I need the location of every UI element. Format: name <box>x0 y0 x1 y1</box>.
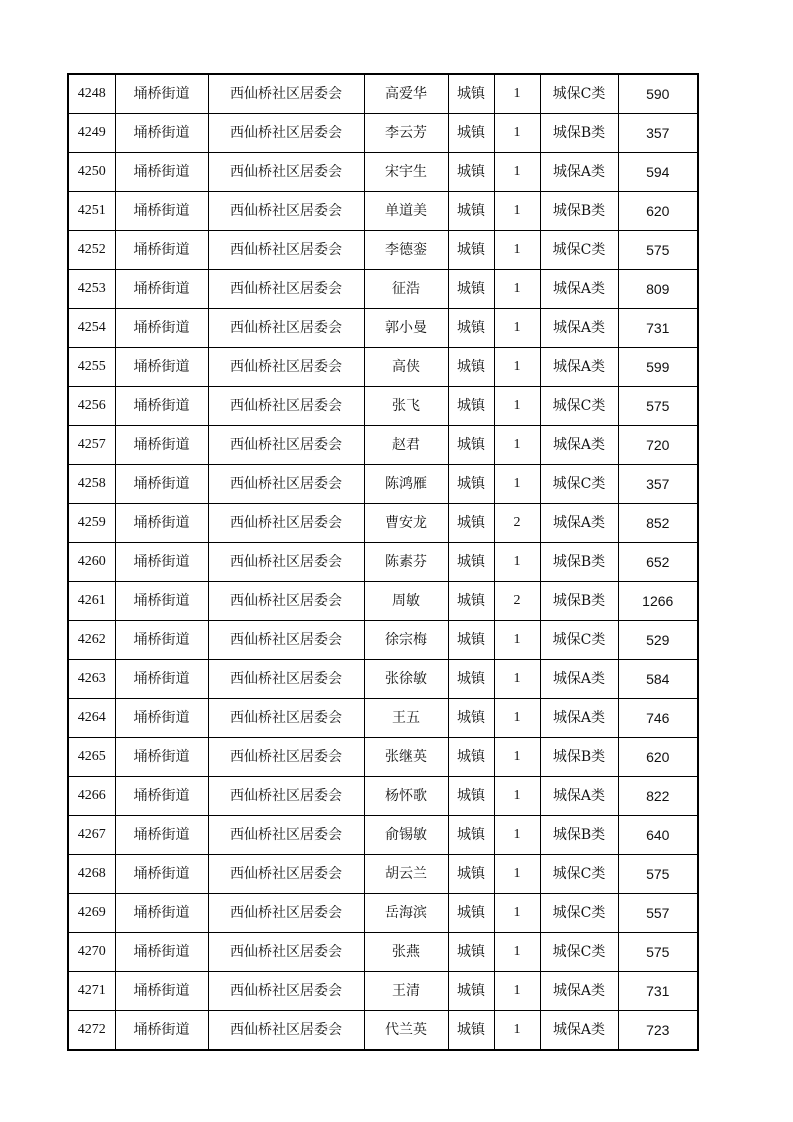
subdistrict-cell: 埇桥街道 <box>115 114 208 153</box>
household-size-cell: 1 <box>494 387 540 426</box>
area-type-cell: 城镇 <box>448 1011 494 1051</box>
insurance-category-cell: 城保C类 <box>540 894 618 933</box>
subdistrict-cell: 埇桥街道 <box>115 543 208 582</box>
amount-cell: 590 <box>618 74 698 114</box>
community-cell: 西仙桥社区居委会 <box>208 777 364 816</box>
community-cell: 西仙桥社区居委会 <box>208 543 364 582</box>
serial-number-cell: 4251 <box>68 192 115 231</box>
area-type-cell: 城镇 <box>448 504 494 543</box>
serial-number-cell: 4264 <box>68 699 115 738</box>
subdistrict-cell: 埇桥街道 <box>115 465 208 504</box>
table-row <box>68 309 698 348</box>
table-row <box>68 543 698 582</box>
household-size-cell: 1 <box>494 74 540 114</box>
subdistrict-cell: 埇桥街道 <box>115 621 208 660</box>
name-cell: 张燕 <box>364 933 448 972</box>
area-type-cell: 城镇 <box>448 465 494 504</box>
table-row <box>68 660 698 699</box>
amount-cell: 746 <box>618 699 698 738</box>
amount-cell: 357 <box>618 465 698 504</box>
name-cell: 徐宗梅 <box>364 621 448 660</box>
community-cell: 西仙桥社区居委会 <box>208 270 364 309</box>
amount-cell: 584 <box>618 660 698 699</box>
subdistrict-cell: 埇桥街道 <box>115 192 208 231</box>
name-cell: 代兰英 <box>364 1011 448 1051</box>
community-cell: 西仙桥社区居委会 <box>208 309 364 348</box>
subdistrict-cell: 埇桥街道 <box>115 582 208 621</box>
serial-number-cell: 4267 <box>68 816 115 855</box>
insurance-category-cell: 城保A类 <box>540 426 618 465</box>
name-cell: 赵君 <box>364 426 448 465</box>
serial-number-cell: 4259 <box>68 504 115 543</box>
subdistrict-cell: 埇桥街道 <box>115 270 208 309</box>
name-cell: 张继英 <box>364 738 448 777</box>
name-cell: 李德銮 <box>364 231 448 270</box>
amount-cell: 575 <box>618 855 698 894</box>
insurance-category-cell: 城保A类 <box>540 348 618 387</box>
community-cell: 西仙桥社区居委会 <box>208 387 364 426</box>
subdistrict-cell: 埇桥街道 <box>115 738 208 777</box>
community-cell: 西仙桥社区居委会 <box>208 74 364 114</box>
community-cell: 西仙桥社区居委会 <box>208 699 364 738</box>
insurance-category-cell: 城保C类 <box>540 621 618 660</box>
area-type-cell: 城镇 <box>448 114 494 153</box>
serial-number-cell: 4266 <box>68 777 115 816</box>
area-type-cell: 城镇 <box>448 231 494 270</box>
amount-cell: 620 <box>618 738 698 777</box>
insurance-category-cell: 城保A类 <box>540 972 618 1011</box>
table-row <box>68 699 698 738</box>
name-cell: 俞锡敏 <box>364 816 448 855</box>
amount-cell: 852 <box>618 504 698 543</box>
table-row <box>68 192 698 231</box>
amount-cell: 731 <box>618 309 698 348</box>
serial-number-cell: 4257 <box>68 426 115 465</box>
area-type-cell: 城镇 <box>448 894 494 933</box>
area-type-cell: 城镇 <box>448 387 494 426</box>
serial-number-cell: 4270 <box>68 933 115 972</box>
insurance-category-cell: 城保B类 <box>540 582 618 621</box>
community-cell: 西仙桥社区居委会 <box>208 738 364 777</box>
insurance-category-cell: 城保B类 <box>540 192 618 231</box>
table-row <box>68 777 698 816</box>
community-cell: 西仙桥社区居委会 <box>208 855 364 894</box>
table-row <box>68 621 698 660</box>
insurance-category-cell: 城保A类 <box>540 309 618 348</box>
household-size-cell: 1 <box>494 621 540 660</box>
household-size-cell: 1 <box>494 777 540 816</box>
table-row <box>68 387 698 426</box>
community-cell: 西仙桥社区居委会 <box>208 816 364 855</box>
name-cell: 陈鸿雁 <box>364 465 448 504</box>
community-cell: 西仙桥社区居委会 <box>208 933 364 972</box>
serial-number-cell: 4254 <box>68 309 115 348</box>
subdistrict-cell: 埇桥街道 <box>115 348 208 387</box>
serial-number-cell: 4253 <box>68 270 115 309</box>
subdistrict-cell: 埇桥街道 <box>115 74 208 114</box>
household-size-cell: 1 <box>494 270 540 309</box>
household-size-cell: 1 <box>494 465 540 504</box>
table-row <box>68 582 698 621</box>
community-cell: 西仙桥社区居委会 <box>208 621 364 660</box>
subdistrict-cell: 埇桥街道 <box>115 777 208 816</box>
amount-cell: 731 <box>618 972 698 1011</box>
insurance-category-cell: 城保B类 <box>540 816 618 855</box>
household-size-cell: 1 <box>494 543 540 582</box>
insurance-category-cell: 城保B类 <box>540 114 618 153</box>
subdistrict-cell: 埇桥街道 <box>115 153 208 192</box>
household-size-cell: 1 <box>494 426 540 465</box>
subdistrict-cell: 埇桥街道 <box>115 504 208 543</box>
area-type-cell: 城镇 <box>448 777 494 816</box>
insurance-category-cell: 城保C类 <box>540 855 618 894</box>
area-type-cell: 城镇 <box>448 153 494 192</box>
household-size-cell: 1 <box>494 816 540 855</box>
community-cell: 西仙桥社区居委会 <box>208 426 364 465</box>
table-row <box>68 270 698 309</box>
insurance-category-cell: 城保A类 <box>540 699 618 738</box>
area-type-cell: 城镇 <box>448 972 494 1011</box>
name-cell: 张飞 <box>364 387 448 426</box>
serial-number-cell: 4260 <box>68 543 115 582</box>
subdistrict-cell: 埇桥街道 <box>115 309 208 348</box>
insurance-category-cell: 城保A类 <box>540 660 618 699</box>
insurance-category-cell: 城保A类 <box>540 1011 618 1051</box>
table-row <box>68 855 698 894</box>
table-row <box>68 972 698 1011</box>
household-size-cell: 2 <box>494 504 540 543</box>
amount-cell: 575 <box>618 933 698 972</box>
household-size-cell: 2 <box>494 582 540 621</box>
household-size-cell: 1 <box>494 192 540 231</box>
name-cell: 李云芳 <box>364 114 448 153</box>
serial-number-cell: 4255 <box>68 348 115 387</box>
insurance-category-cell: 城保B类 <box>540 543 618 582</box>
area-type-cell: 城镇 <box>448 855 494 894</box>
household-size-cell: 1 <box>494 855 540 894</box>
community-cell: 西仙桥社区居委会 <box>208 1011 364 1051</box>
name-cell: 周敏 <box>364 582 448 621</box>
serial-number-cell: 4261 <box>68 582 115 621</box>
table-row <box>68 816 698 855</box>
community-cell: 西仙桥社区居委会 <box>208 192 364 231</box>
subdistrict-cell: 埇桥街道 <box>115 816 208 855</box>
table-row <box>68 738 698 777</box>
serial-number-cell: 4263 <box>68 660 115 699</box>
amount-cell: 575 <box>618 231 698 270</box>
area-type-cell: 城镇 <box>448 660 494 699</box>
amount-cell: 357 <box>618 114 698 153</box>
insurance-category-cell: 城保A类 <box>540 504 618 543</box>
community-cell: 西仙桥社区居委会 <box>208 348 364 387</box>
area-type-cell: 城镇 <box>448 933 494 972</box>
community-cell: 西仙桥社区居委会 <box>208 114 364 153</box>
amount-cell: 640 <box>618 816 698 855</box>
name-cell: 单道美 <box>364 192 448 231</box>
serial-number-cell: 4269 <box>68 894 115 933</box>
household-size-cell: 1 <box>494 894 540 933</box>
community-cell: 西仙桥社区居委会 <box>208 660 364 699</box>
insurance-category-cell: 城保C类 <box>540 933 618 972</box>
table-row <box>68 504 698 543</box>
name-cell: 王清 <box>364 972 448 1011</box>
table-row <box>68 465 698 504</box>
table-row <box>68 1011 698 1051</box>
community-cell: 西仙桥社区居委会 <box>208 972 364 1011</box>
insurance-category-cell: 城保C类 <box>540 387 618 426</box>
insurance-category-cell: 城保A类 <box>540 777 618 816</box>
subdistrict-cell: 埇桥街道 <box>115 231 208 270</box>
name-cell: 杨怀歌 <box>364 777 448 816</box>
serial-number-cell: 4262 <box>68 621 115 660</box>
serial-number-cell: 4268 <box>68 855 115 894</box>
subdistrict-cell: 埇桥街道 <box>115 972 208 1011</box>
serial-number-cell: 4250 <box>68 153 115 192</box>
serial-number-cell: 4271 <box>68 972 115 1011</box>
amount-cell: 594 <box>618 153 698 192</box>
area-type-cell: 城镇 <box>448 74 494 114</box>
amount-cell: 809 <box>618 270 698 309</box>
community-cell: 西仙桥社区居委会 <box>208 894 364 933</box>
amount-cell: 652 <box>618 543 698 582</box>
insurance-category-cell: 城保C类 <box>540 231 618 270</box>
area-type-cell: 城镇 <box>448 348 494 387</box>
insurance-category-cell: 城保A类 <box>540 153 618 192</box>
area-type-cell: 城镇 <box>448 582 494 621</box>
table-row <box>68 894 698 933</box>
name-cell: 岳海滨 <box>364 894 448 933</box>
household-size-cell: 1 <box>494 972 540 1011</box>
area-type-cell: 城镇 <box>448 192 494 231</box>
area-type-cell: 城镇 <box>448 738 494 777</box>
name-cell: 宋宇生 <box>364 153 448 192</box>
household-size-cell: 1 <box>494 660 540 699</box>
subdistrict-cell: 埇桥街道 <box>115 855 208 894</box>
household-size-cell: 1 <box>494 699 540 738</box>
amount-cell: 599 <box>618 348 698 387</box>
name-cell: 王五 <box>364 699 448 738</box>
table-row <box>68 153 698 192</box>
household-size-cell: 1 <box>494 933 540 972</box>
serial-number-cell: 4252 <box>68 231 115 270</box>
amount-cell: 575 <box>618 387 698 426</box>
serial-number-cell: 4248 <box>68 74 115 114</box>
amount-cell: 720 <box>618 426 698 465</box>
table-row <box>68 426 698 465</box>
name-cell: 高爱华 <box>364 74 448 114</box>
subdistrict-cell: 埇桥街道 <box>115 894 208 933</box>
table-row <box>68 933 698 972</box>
subdistrict-cell: 埇桥街道 <box>115 426 208 465</box>
serial-number-cell: 4272 <box>68 1011 115 1051</box>
serial-number-cell: 4265 <box>68 738 115 777</box>
area-type-cell: 城镇 <box>448 699 494 738</box>
household-size-cell: 1 <box>494 348 540 387</box>
household-size-cell: 1 <box>494 738 540 777</box>
amount-cell: 620 <box>618 192 698 231</box>
subdistrict-cell: 埇桥街道 <box>115 387 208 426</box>
table-row <box>68 231 698 270</box>
amount-cell: 529 <box>618 621 698 660</box>
name-cell: 曹安龙 <box>364 504 448 543</box>
household-size-cell: 1 <box>494 153 540 192</box>
household-size-cell: 1 <box>494 309 540 348</box>
insurance-category-cell: 城保C类 <box>540 465 618 504</box>
name-cell: 征浩 <box>364 270 448 309</box>
insurance-category-cell: 城保A类 <box>540 270 618 309</box>
serial-number-cell: 4256 <box>68 387 115 426</box>
name-cell: 郭小曼 <box>364 309 448 348</box>
amount-cell: 557 <box>618 894 698 933</box>
name-cell: 陈素芬 <box>364 543 448 582</box>
community-cell: 西仙桥社区居委会 <box>208 153 364 192</box>
area-type-cell: 城镇 <box>448 816 494 855</box>
area-type-cell: 城镇 <box>448 426 494 465</box>
area-type-cell: 城镇 <box>448 270 494 309</box>
name-cell: 张徐敏 <box>364 660 448 699</box>
table-body <box>68 74 698 1050</box>
amount-cell: 723 <box>618 1011 698 1051</box>
name-cell: 胡云兰 <box>364 855 448 894</box>
subdistrict-cell: 埇桥街道 <box>115 1011 208 1051</box>
area-type-cell: 城镇 <box>448 543 494 582</box>
community-cell: 西仙桥社区居委会 <box>208 582 364 621</box>
household-size-cell: 1 <box>494 231 540 270</box>
subdistrict-cell: 埇桥街道 <box>115 660 208 699</box>
amount-cell: 822 <box>618 777 698 816</box>
community-cell: 西仙桥社区居委会 <box>208 504 364 543</box>
table-row <box>68 114 698 153</box>
community-cell: 西仙桥社区居委会 <box>208 231 364 270</box>
name-cell: 高侠 <box>364 348 448 387</box>
subdistrict-cell: 埇桥街道 <box>115 933 208 972</box>
area-type-cell: 城镇 <box>448 621 494 660</box>
insurance-category-cell: 城保B类 <box>540 738 618 777</box>
serial-number-cell: 4258 <box>68 465 115 504</box>
community-cell: 西仙桥社区居委会 <box>208 465 364 504</box>
table-row <box>68 348 698 387</box>
serial-number-cell: 4249 <box>68 114 115 153</box>
subdistrict-cell: 埇桥街道 <box>115 699 208 738</box>
area-type-cell: 城镇 <box>448 309 494 348</box>
amount-cell: 1266 <box>618 582 698 621</box>
table-row <box>68 74 698 114</box>
insurance-category-cell: 城保C类 <box>540 74 618 114</box>
data-table <box>67 73 699 1051</box>
household-size-cell: 1 <box>494 1011 540 1051</box>
household-size-cell: 1 <box>494 114 540 153</box>
